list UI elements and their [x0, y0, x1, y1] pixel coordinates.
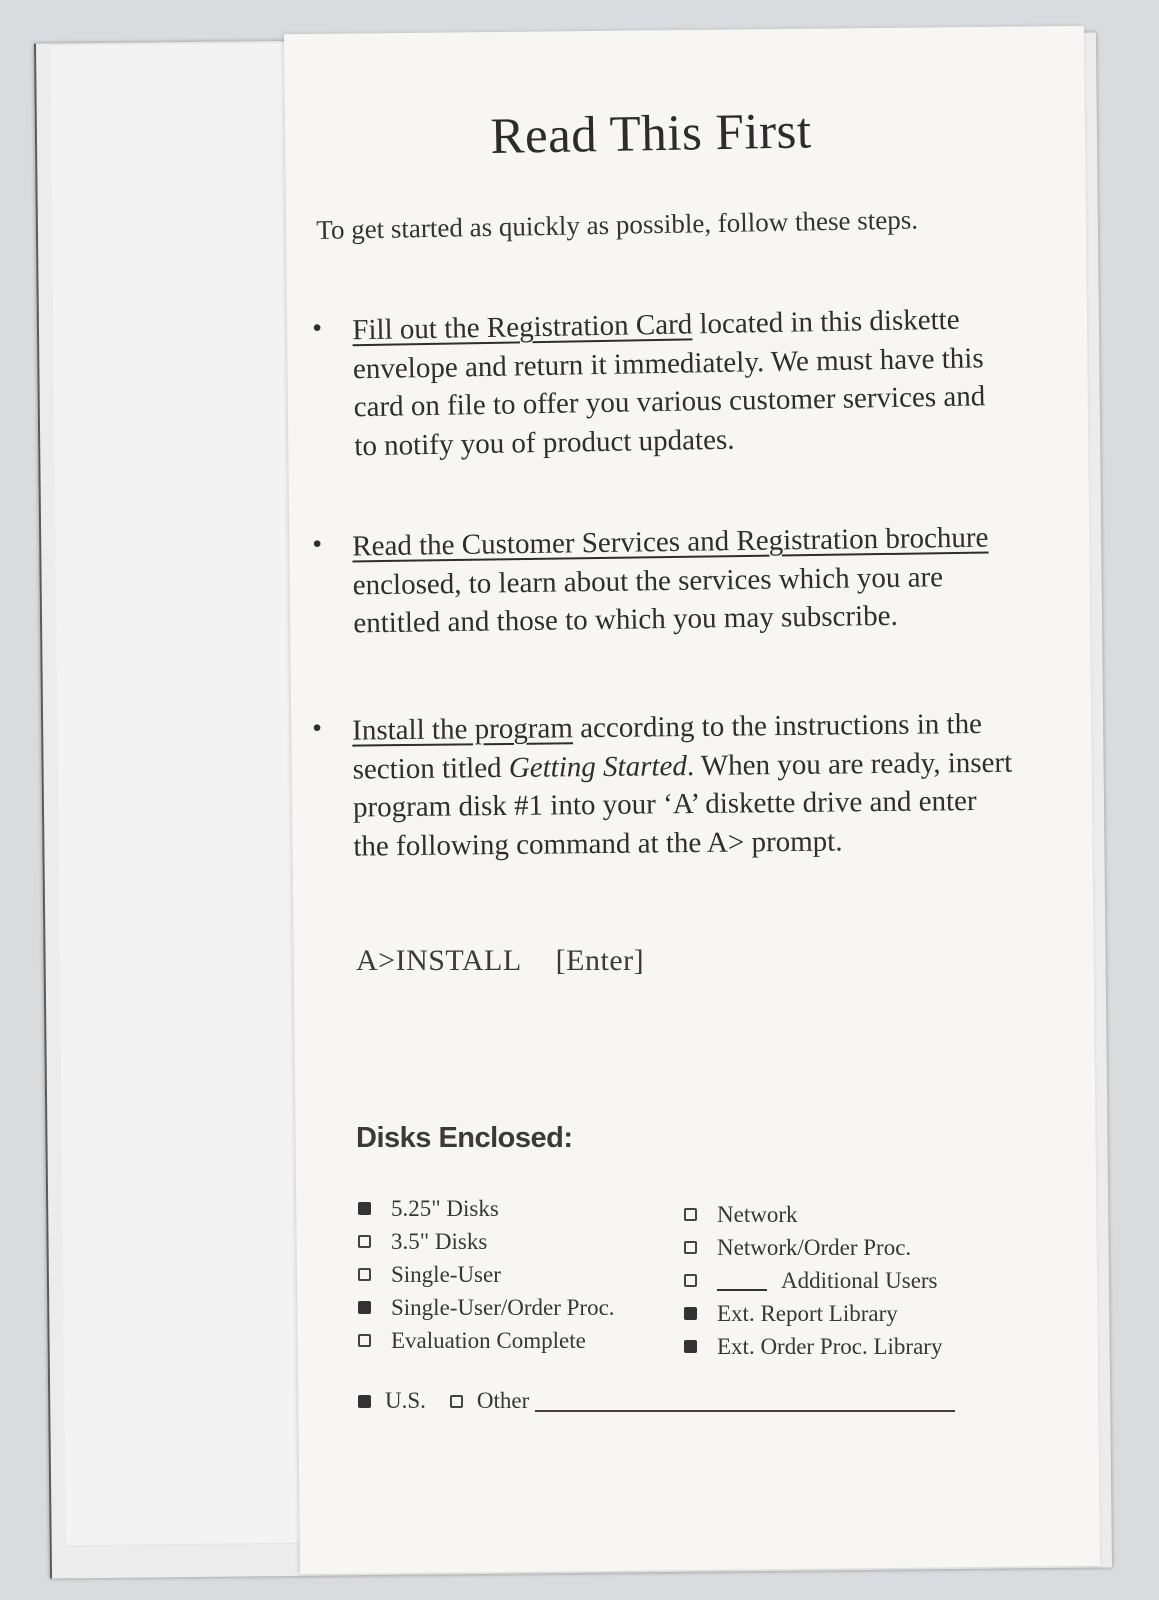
disk-option-row: [358, 1324, 615, 1357]
country-option-label: Other: [476, 1388, 530, 1413]
checkbox-checked: [358, 1301, 371, 1314]
checkbox: [684, 1208, 697, 1221]
command-text: A>INSTALL: [356, 944, 522, 977]
disk-option-row: [684, 1198, 942, 1231]
checkbox-checked: [684, 1340, 697, 1353]
disk-option-row: [684, 1264, 942, 1297]
bullet-underlined-text: Fill out the Registration Card: [352, 308, 693, 347]
bullet-dot: •: [312, 312, 323, 344]
checkbox: [358, 1268, 371, 1281]
other-fill-line: [535, 1390, 955, 1412]
disk-option-row: [358, 1291, 615, 1324]
bullet-install-program: [312, 705, 1014, 866]
disk-option-label: Ext. Report Library: [717, 1300, 898, 1326]
checkbox-checked: [358, 1202, 371, 1215]
disk-option-label: Network: [717, 1201, 798, 1227]
disk-option-row: [684, 1330, 942, 1363]
disk-option-label: 3.5" Disks: [391, 1228, 488, 1254]
disks-heading: Disks Enclosed:: [356, 1122, 573, 1154]
bullet-dot: •: [312, 528, 323, 560]
checkbox: [684, 1241, 697, 1254]
intro-text: To get started as quickly as possible, follow these steps.: [316, 204, 919, 245]
disk-option-label: 5.25" Disks: [391, 1195, 499, 1221]
page-title: Read This First: [490, 103, 813, 165]
disk-option-row: [684, 1297, 942, 1330]
disk-option-row: [358, 1258, 615, 1291]
bullet-text: according to the instructions in the section titled: [352, 707, 983, 786]
checkbox-checked: [684, 1307, 697, 1320]
disks-right-column: [684, 1198, 942, 1363]
command-key: [Enter]: [555, 944, 645, 977]
bullet-underlined-text: Install the program: [352, 712, 574, 747]
disks-left-column: [358, 1192, 615, 1357]
checkbox: [450, 1395, 463, 1408]
disk-option-label: Single-User: [391, 1261, 501, 1287]
fill-in-blank: [717, 1271, 767, 1291]
bullet-text: . When you are ready, insert program disk #1 into your ‘A’ diskette drive and enter the following command at the A> prompt.: [352, 746, 1013, 863]
bullet-dot: •: [312, 712, 323, 744]
checkbox-checked: [358, 1395, 371, 1408]
bullet-text: enclosed, to learn about the services which you are entitled and those to which you may subscribe.: [352, 560, 944, 640]
disk-option-label: Evaluation Complete: [391, 1327, 586, 1353]
disk-option-row: [358, 1192, 615, 1225]
country-options: [358, 1388, 955, 1414]
disk-option-label: Ext. Order Proc. Library: [717, 1333, 943, 1359]
disk-option-label: Single-User/Order Proc.: [391, 1294, 615, 1320]
country-option-label: U.S.: [385, 1388, 426, 1413]
bullet-text: located in this diskette envelope and return it immediately. We must have this card on file to offer you various customer services and to notify you of product updates.: [352, 303, 986, 462]
disk-option-label: Additional Users: [781, 1267, 938, 1293]
disk-option-row: [358, 1225, 615, 1258]
bullet-registration-card: [312, 300, 1015, 466]
bullet-italic-text: Getting Started: [508, 749, 688, 784]
checkbox: [684, 1274, 697, 1287]
checkbox: [358, 1334, 371, 1347]
bullet-customer-services: [312, 518, 1014, 643]
bullet-underlined-text: Read the Customer Services and Registration brochure: [352, 521, 989, 563]
install-command: [356, 944, 678, 978]
checkbox: [358, 1235, 371, 1248]
disk-option-row: [684, 1231, 942, 1264]
disk-option-label: Network/Order Proc.: [717, 1234, 912, 1260]
envelope-flap: [50, 43, 316, 1546]
